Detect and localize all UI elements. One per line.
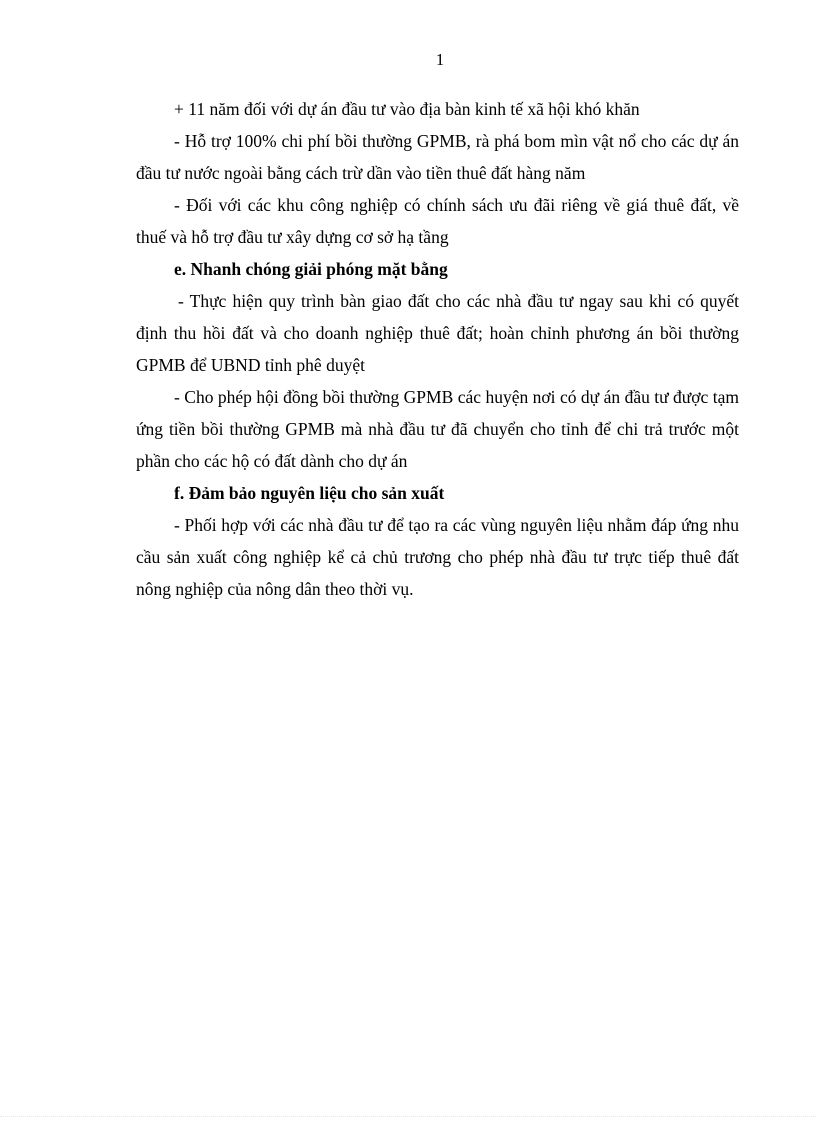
paragraph-incentive-11-years: + 11 năm đối với dự án đầu tư vào địa bàn kinh tế xã hội khó khăn: [174, 99, 640, 119]
paragraph-compensation-advance: - Cho phép hội đồng bồi thường GPMB các huyện nơi có dự án đầu tư được tạm ứng tiền bồi thường GPMB mà nhà đầu tư đã chuyển cho tỉnh để chi trả trước một phần cho các hộ có đất dành cho dự án: [136, 387, 739, 471]
paragraph-raw-material-zones: - Phối hợp với các nhà đầu tư để tạo ra các vùng nguyên liệu nhằm đáp ứng nhu cầu sản xuất công nghiệp kể cả chủ trương cho phép nhà đầu tư trực tiếp thuê đất nông nghiệp của nông dân theo thời vụ.: [136, 515, 739, 599]
paragraph-land-handover: - Thực hiện quy trình bàn giao đất cho các nhà đầu tư ngay sau khi có quyết định thu hồi đất và cho doanh nghiệp thuê đất; hoàn chỉnh phương án bồi thường GPMB để UBND tỉnh phê duyệt: [136, 291, 739, 375]
heading-site-clearance: e. Nhanh chóng giải phóng mặt bằng: [174, 259, 448, 279]
page-number: 1: [435, 50, 445, 69]
document-body: [136, 93, 739, 605]
page-bottom-divider: [0, 1116, 816, 1117]
heading-raw-materials: f. Đảm bảo nguyên liệu cho sản xuất: [174, 483, 445, 503]
paragraph-industrial-zones: - Đối với các khu công nghiệp có chính sách ưu đãi riêng về giá thuê đất, về thuế và hỗ trợ đầu tư xây dựng cơ sở hạ tầng: [136, 195, 739, 247]
paragraph-compensation-support: - Hỗ trợ 100% chi phí bồi thường GPMB, rà phá bom mìn vật nổ cho các dự án đầu tư nước ngoài bằng cách trừ dần vào tiền thuê đất hàng năm: [136, 131, 739, 183]
